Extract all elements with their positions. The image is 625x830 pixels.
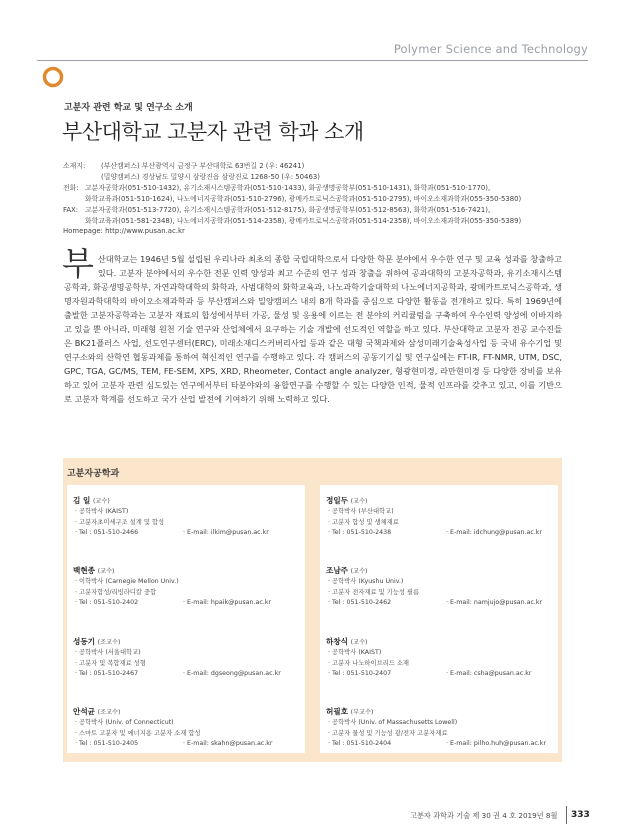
panel-title: 고분자공학과	[67, 469, 120, 479]
faculty-email[interactable]: · E-mail: skahn@pusan.ac.kr	[183, 740, 273, 748]
page-footer	[410, 810, 590, 821]
faculty-contact-row	[326, 739, 552, 749]
faculty-name-row	[326, 637, 552, 648]
faculty-tel: · Tel : 051-510-2467	[75, 670, 139, 678]
faculty-name: 하창식	[326, 637, 349, 646]
faculty-name: 백현종	[73, 566, 96, 575]
phone-label: 전화:	[63, 183, 79, 192]
address-line-1: (부산캠퍼스) 부산광역시 금정구 부산대학로 63번길 2 (우: 46241)	[101, 162, 305, 170]
faculty-entry	[73, 707, 299, 750]
faculty-contact-row	[326, 528, 552, 538]
faculty-detail: · 고분자 전자재료 및 기능성 필름	[328, 588, 420, 596]
phone-line-1: 고분자공학과(051-510-1432), 유기소재시스템공학과(051-510-1433), 화공생명공학부(051-510-1431), 화학과(051-510-1770),	[85, 183, 491, 192]
faculty-contact-row	[326, 598, 552, 608]
faculty-name: 허필호	[326, 707, 349, 716]
faculty-email[interactable]: · E-mail: pilho.huh@pusan.ac.kr	[446, 740, 547, 748]
faculty-contact-row	[73, 739, 299, 749]
footer-divider	[566, 806, 567, 824]
faculty-tel: · Tel : 051-510-2462	[328, 599, 392, 607]
address-label: 소재지:	[63, 162, 86, 170]
faculty-tel: · Tel : 051-510-2405	[75, 740, 139, 748]
contact-block	[63, 161, 521, 237]
faculty-detail: · 고분자 합성 및 생체재료	[328, 518, 399, 526]
homepage-link[interactable]: http://www.pusan.ac.kr	[105, 227, 185, 236]
faculty-rank: (교수)	[97, 568, 115, 575]
faculty-name: 조남주	[326, 566, 349, 575]
header-rule	[37, 60, 588, 61]
faculty-name-row	[73, 707, 299, 718]
faculty-email[interactable]: · E-mail: csha@pusan.ac.kr	[446, 670, 532, 678]
faculty-name: 김 일	[73, 496, 91, 505]
faculty-name-row	[73, 496, 299, 507]
faculty-entry	[326, 707, 552, 750]
drop-cap: 부	[62, 244, 94, 283]
faculty-detail: · 공학박사 (KAIST)	[75, 508, 129, 516]
faculty-detail: · 공학박사 (Univ. of Connecticut)	[75, 719, 174, 727]
faculty-entry	[326, 637, 552, 680]
faculty-detail: · 스마트 고분자 및 에너지용 고분자 소재 합성	[75, 729, 201, 737]
footer-issue: 고분자 과학과 기술 제 30 권 4 호 2019년 8월	[410, 811, 558, 820]
faculty-detail: · 고분자합성/리빙라디칼 중합	[75, 588, 157, 596]
faculty-name-row	[326, 707, 552, 718]
faculty-email[interactable]: · E-mail: hpaik@pusan.ac.kr	[183, 599, 272, 607]
faculty-contact-row	[73, 669, 299, 679]
faculty-detail: · 공학박사 (부산대학교)	[328, 508, 394, 516]
fax-line-1: 고분자공학과(051-513-7720), 유기소재시스템공학과(051-512-8175), 화공생명공학부(051-512-8563), 화학과(051-516-7421),	[85, 205, 491, 214]
faculty-contact-row	[73, 598, 299, 608]
page-number: 333	[571, 810, 590, 820]
faculty-detail: · 공학박사 (Univ. of Massachusetts Lowell)	[328, 719, 458, 727]
faculty-column-left	[67, 485, 305, 753]
faculty-name: 정일두	[326, 496, 349, 505]
faculty-detail: · 고분자 물성 및 기능성 광/전자 고분자재료	[328, 729, 448, 737]
faculty-name: 안석균	[73, 707, 96, 716]
faculty-name-row	[326, 496, 552, 507]
phone-line-2: 화학교육과(051-510-1624), 나노에너지공학과(051-510-2796), 광메카트로닉스공학과(051-510-2795), 바이오소재과학과(055-350-5380)	[85, 194, 522, 203]
faculty-email[interactable]: · E-mail: idchung@pusan.ac.kr	[446, 529, 543, 537]
faculty-column-right	[320, 485, 558, 753]
faculty-email[interactable]: · E-mail: dgseong@pusan.ac.kr	[183, 670, 281, 678]
faculty-detail: · 공학박사 (서울대학교)	[75, 649, 141, 657]
article-body	[62, 244, 562, 406]
faculty-rank: (교수)	[350, 568, 368, 575]
faculty-rank: (조교수)	[97, 639, 121, 646]
section-circle-icon	[42, 66, 64, 88]
faculty-tel: · Tel : 051-510-2404	[328, 740, 392, 748]
faculty-detail: · 이학박사 (Carnegie Mellon Univ.)	[75, 578, 179, 586]
faculty-email[interactable]: · E-mail: namjujo@pusan.ac.kr	[446, 599, 543, 607]
faculty-tel: · Tel : 051-510-2466	[75, 529, 139, 537]
faculty-name-row	[73, 566, 299, 577]
faculty-detail: · 고분자 및 복합재료 성형	[75, 659, 146, 667]
faculty-contact-row	[73, 528, 299, 538]
article-kicker: 고분자 관련 학교 및 연구소 소개	[64, 103, 193, 113]
faculty-rank: (부교수)	[350, 709, 374, 716]
faculty-name-row	[326, 566, 552, 577]
faculty-name: 성동기	[73, 637, 96, 646]
faculty-rank: (교수)	[350, 498, 368, 505]
faculty-entry	[73, 566, 299, 609]
faculty-entry	[73, 496, 299, 539]
faculty-name-row	[73, 637, 299, 648]
faculty-rank: (교수)	[92, 498, 110, 505]
journal-title: Polymer Science and Technology	[393, 42, 588, 56]
faculty-tel: · Tel : 051-510-2402	[75, 599, 139, 607]
faculty-entry	[73, 637, 299, 680]
body-paragraph: 산대학교는 1946년 5월 설립된 우리나라 최초의 종합 국립대학으로서 다양한 학문 분야에서 우수한 연구 및 교육 성과를 창출하고 있다. 고분자 분야에서의 우수한 전문 인력 양성과 최고 수준의 연구 성과 창출을 위하여 공과대학의 고분자공학과, 유기소재시스템공학과, 화공생명공학부, 자연과학대학의 화학과, 사범대학의 화학교육과, 나노과학기술대학의 나노에너지공학과, 광메카트로닉스공학과, 생명자원과학대학의 바이오소재과학과 등 부산캠퍼스와 밀양캠퍼스 내의 8개 학과를 중심으로 다양한 활동을 전개하고 있다. 특히 1969년에 출발한 고분자공학과는 고분자 재료의 합성에서부터 가공, 물성 및 응용에 이르는 전 분야의 커리큘럼을 구축하여 우수인력 양성에 이바지하고 있을 뿐 아니라, 미래형 원천 기술 연구와 산업체에서 요구하는 기술 개발에 선도적인 역할을 하고 있다. 부산대학교 고분자 전공 교수진들은 BK21플러스 사업, 선도연구센터(ERC), 미래소재디스커버리사업 등과 같은 대형 국책과제와 삼성미래기술육성사업 등 국내 유수기업 및 연구소와의 산학연 협동과제를 통하여 혁신적인 연구를 수행하고 있다. 각 캠퍼스의 공동기기실 및 연구실에는 FT-IR, FT-NMR, UTM, DSC, GPC, TGA, GC/MS, TEM, FE-SEM, XPS, XRD, Rheometer, Contact angle analyzer, 형광현미경, 라만현미경 등 다양한 장비를 보유하고 있어 고분자 관련 심도있는 연구에서부터 타분야와의 융합연구를 수행할 수 있는 다양한 인적, 물적 인프라를 갖추고 있고, 이를 기반으로 고분자 학계를 선도하고 국가 산업 발전에 기여하기 위해 노력하고 있다.	[64, 254, 562, 404]
faculty-rank: (교수)	[350, 639, 368, 646]
fax-label: FAX:	[63, 205, 79, 214]
faculty-tel: · Tel : 051-510-2407	[328, 670, 392, 678]
article-title: 부산대학교 고분자 관련 학과 소개	[62, 120, 364, 144]
faculty-rank: (조교수)	[97, 709, 121, 716]
faculty-detail: · 공학박사 (KAIST)	[328, 649, 382, 657]
department-panel	[63, 458, 562, 762]
faculty-tel: · Tel : 051-510-2438	[328, 529, 392, 537]
faculty-entry	[326, 496, 552, 539]
faculty-detail: · 고분자 나노하이브리드 소재	[328, 659, 409, 667]
address-line-2: (밀양캠퍼스) 경상남도 밀양시 삼랑진읍 삼랑진로 1268-50 (우: 50463)	[101, 172, 320, 181]
faculty-detail: · 고분자초미세구조 설계 및 합성	[75, 518, 165, 526]
fax-line-2: 화학교육과(051-581-2348), 나노에너지공학과(051-514-2358), 광메카트로닉스공학과(051-514-2358), 바이오소재과학과(055-350-5389)	[85, 216, 522, 225]
faculty-detail: · 공학박사 (Kyushu Univ.)	[328, 578, 404, 586]
faculty-entry	[326, 566, 552, 609]
faculty-contact-row	[326, 669, 552, 679]
homepage-label: Homepage:	[63, 227, 103, 236]
faculty-email[interactable]: · E-mail: ilkim@pusan.ac.kr	[183, 529, 269, 537]
